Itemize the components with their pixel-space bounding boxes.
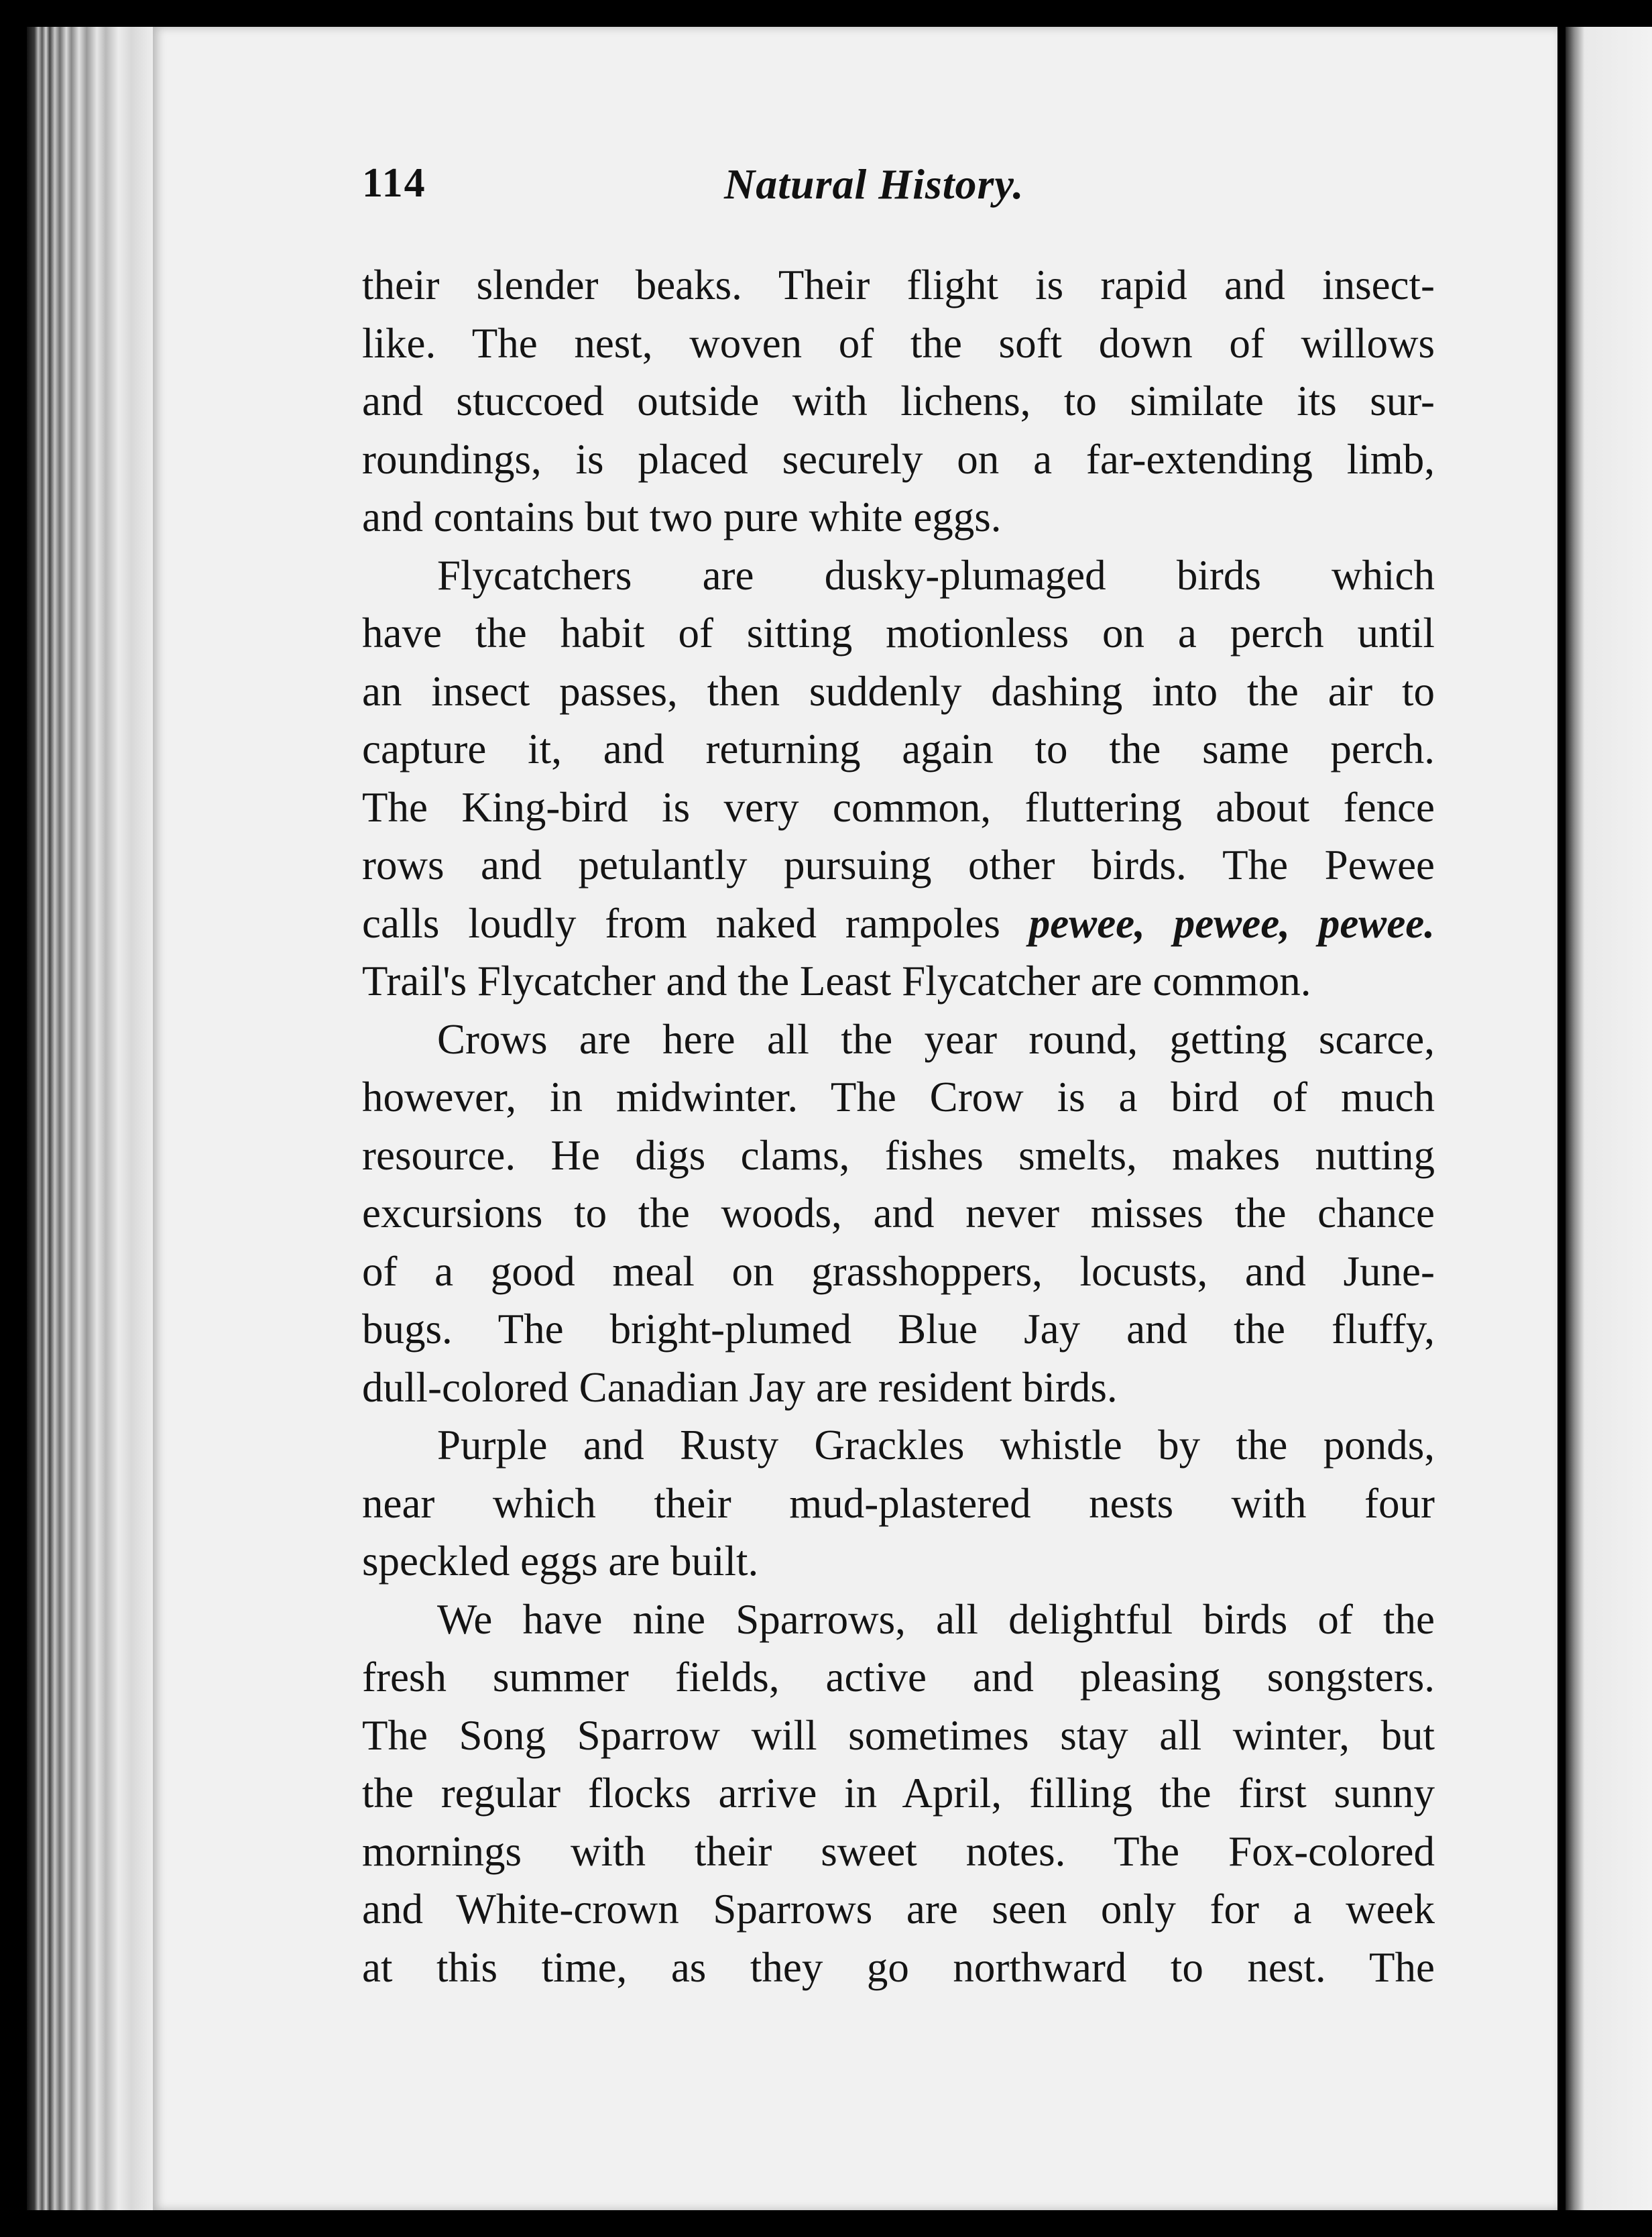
page-header xyxy=(362,160,1448,233)
text-line: Crows are here all the year round, getting scarce, xyxy=(437,1015,1435,1063)
text-line: Trail's Flycatcher and the Least Flycatcher are common. xyxy=(362,958,1311,1005)
text-line: capture it, and returning again to the same perch. xyxy=(362,726,1435,772)
page-number: 114 xyxy=(362,160,426,206)
text-line: near which their mud-plastered nests with four xyxy=(362,1479,1435,1527)
text-line: an insect passes, then suddenly dashing into the air to xyxy=(362,667,1435,715)
body-text xyxy=(362,256,1435,1996)
text-line: their slender beaks. Their flight is rapid and insect- xyxy=(362,262,1435,308)
text-line: and stuccoed outside with lichens, to similate its sur- xyxy=(362,378,1435,424)
text-line: The Song Sparrow will sometimes stay all winter, but xyxy=(362,1711,1435,1759)
text-line: speckled eggs are built. xyxy=(362,1538,759,1585)
facing-page-edge xyxy=(1566,27,1652,2210)
text-line: and White-crown Sparrows are seen only for a week xyxy=(362,1886,1435,1933)
text-line: however, in midwinter. The Crow is a bird of much xyxy=(362,1074,1435,1121)
text-line: rows and petulantly pursuing other birds. The Pewee xyxy=(362,842,1435,888)
text-line: Purple and Rusty Grackles whistle by the ponds, xyxy=(437,1422,1435,1469)
text-line: We have nine Sparrows, all delightful birds of the xyxy=(437,1595,1435,1643)
paragraph-3 xyxy=(362,1011,1435,1417)
text-line: resource. He digs clams, fishes smelts, makes nutting xyxy=(362,1131,1435,1179)
text-line: of a good meal on grasshoppers, locusts, and June- xyxy=(362,1247,1435,1295)
text-line: the regular flocks arrive in April, filling the first sunny xyxy=(362,1770,1435,1817)
page-edges-stack xyxy=(27,27,154,2210)
pewee-call-italic: pewee, pewee, pewee. xyxy=(1028,899,1435,947)
paragraph-5 xyxy=(362,1591,1435,1997)
text-line: dull-colored Canadian Jay are resident birds. xyxy=(362,1363,1118,1411)
text-line: bugs. The bright-plumed Blue Jay and the fluffy, xyxy=(362,1306,1435,1353)
text-line: fresh summer fields, active and pleasing songsters. xyxy=(362,1654,1435,1701)
paragraph-4 xyxy=(362,1416,1435,1591)
text-line: mornings with their sweet notes. The Fox-colored xyxy=(362,1827,1435,1875)
paragraph-1 xyxy=(362,256,1435,547)
running-head: Natural History. xyxy=(724,160,1024,208)
text-line: roundings, is placed securely on a far-extending limb, xyxy=(362,435,1435,483)
text-line: The King-bird is very common, fluttering about fence xyxy=(362,783,1435,831)
text-line: Flycatchers are dusky-plumaged birds which xyxy=(437,551,1435,599)
text-line: have the habit of sitting motionless on a perch until xyxy=(362,610,1435,656)
text-line-start: calls loudly from naked rampoles xyxy=(362,899,1000,947)
text-line: like. The nest, woven of the soft down of willows xyxy=(362,319,1435,367)
text-line: and contains but two pure white eggs. xyxy=(362,494,1002,540)
text-line: at this time, as they go northward to nest. The xyxy=(362,1943,1435,1991)
text-line-pewee xyxy=(362,895,1435,953)
text-line: excursions to the woods, and never misses the chance xyxy=(362,1190,1435,1237)
paragraph-2 xyxy=(362,547,1435,1011)
